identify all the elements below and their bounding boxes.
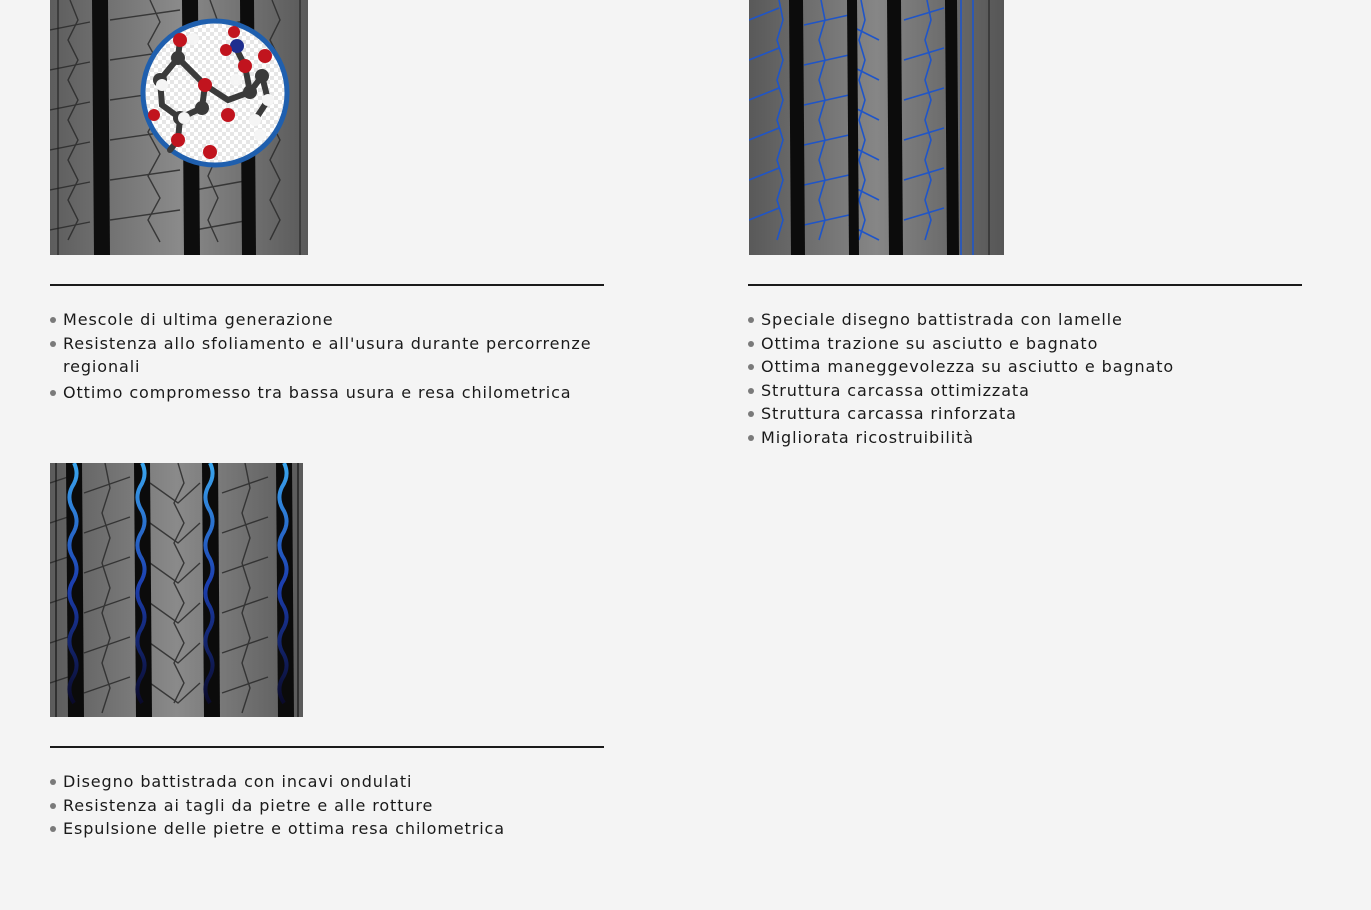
feature-bullet-list — [748, 308, 1308, 450]
list-item: Migliorata ricostruibilità — [748, 426, 1308, 450]
divider-line — [748, 284, 1302, 286]
bullet-dot-icon — [50, 803, 56, 809]
bullet-dot-icon — [748, 364, 754, 370]
bullet-dot-icon — [50, 317, 56, 323]
tread-sipes-pattern-image — [749, 0, 1004, 255]
list-item: Struttura carcassa rinforzata — [748, 402, 1308, 426]
list-item: Disegno battistrada con incavi ondulati — [50, 770, 610, 794]
feature-bullet-list — [50, 308, 610, 404]
list-item: Mescole di ultima generazione — [50, 308, 610, 332]
bullet-dot-icon — [748, 317, 754, 323]
list-item: Ottima trazione su asciutto e bagnato — [748, 332, 1308, 356]
wavy-groove-icon — [50, 463, 303, 717]
tread-compound-molecule-image — [50, 0, 308, 255]
divider-line — [50, 746, 604, 748]
list-item: Ottimo compromesso tra bassa usura e resa chilometrica — [50, 381, 610, 405]
divider-line — [50, 284, 604, 286]
list-item: Struttura carcassa ottimizzata — [748, 379, 1308, 403]
tread-wavy-grooves-image — [50, 463, 303, 717]
bullet-dot-icon — [50, 341, 56, 347]
bullet-dot-icon — [50, 826, 56, 832]
bullet-dot-icon — [748, 435, 754, 441]
sipe-pattern-icon — [749, 0, 1004, 255]
list-item: Resistenza allo sfoliamento e all'usura durante percorrenze regionali — [50, 332, 610, 379]
list-item: Speciale disegno battistrada con lamelle — [748, 308, 1308, 332]
bullet-dot-icon — [50, 779, 56, 785]
feature-bullet-list — [50, 770, 610, 841]
bullet-dot-icon — [748, 341, 754, 347]
list-item: Resistenza ai tagli da pietre e alle rotture — [50, 794, 610, 818]
molecule-icon — [143, 21, 287, 165]
list-item: Espulsione delle pietre e ottima resa chilometrica — [50, 817, 610, 841]
bullet-dot-icon — [50, 390, 56, 396]
bullet-dot-icon — [748, 411, 754, 417]
list-item: Ottima maneggevolezza su asciutto e bagnato — [748, 355, 1308, 379]
bullet-dot-icon — [748, 388, 754, 394]
